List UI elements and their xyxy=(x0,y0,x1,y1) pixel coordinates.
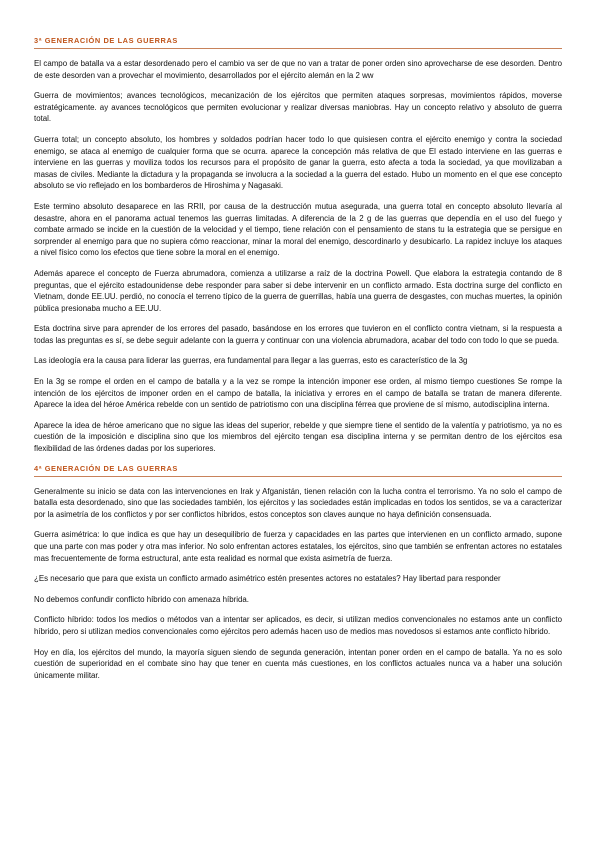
paragraph: Guerra de movimientos; avances tecnológicos, mecanización de los ejércitos que permiten ataques sorpresas, movimientos rápidos, moverse estratégicamente. ay avances tecnológicos que permiten evolucionar y realizar diversas maniobras. Hay un concepto relativo y absoluto de guerra total. xyxy=(34,91,562,124)
document-page xyxy=(34,36,562,690)
paragraph: ¿Es necesario que para que exista un conflicto armado asimétrico estén presentes actores no estatales? Hay libertad para responder xyxy=(34,574,501,584)
paragraph: Esta doctrina sirve para aprender de los errores del pasado, basándose en los errores que tuvieron en el conflicto contra vietnam, si la respuesta a todas las preguntas es sí, se debe seguir adelante con la guerra y continuar con una violencia abrumadora, acabar del todo con todo lo que se pueda. xyxy=(34,324,562,345)
paragraph: Conflicto híbrido: todos los medios o métodos van a intentar ser aplicados, es decir, si utilizan medios convencionales no estamos ante un conflicto híbrido, pero si utilizan medios convencionales como ejércitos pero además hacen uso de medios mas novedosos si estamos ante conflicto híbrido. xyxy=(34,615,562,636)
paragraph: En la 3g se rompe el orden en el campo de batalla y a la vez se rompe la intención imponer ese orden, al mismo tiempo cuestiones Se rompe la intención de los ejércitos de imponer orden en el campo de batalla, la iniciativa y errores en el campo de batalla se tratan de manera diferente. Aparece la idea del héroe América rebelde con un sentido de patriotismo con una disciplina férrea que proviene de sí mismo, autodisciplina interna. xyxy=(34,377,562,410)
paragraph: Este termino absoluto desaparece en las RRII, por causa de la destrucción mutua asegurada, una guerra total en concepto absoluto llevaría al desastre, ahora en el panorama actual tenemos las guerras limitadas. A diferencia de la 2 g de las guerras que dependía en el uso del fuego y combate armado se incide en la cuestión de la velocidad y el tiempo, tiene relación con el pensamiento de stans tu la estrategia que se persigue en sorprender al enemigo para que no supiera cómo reaccionar, minar la moral del enemigo, descordinarlo y desubicarlo. La rapidez incluye los ataques a nivel físico como los efectos que tiene sobre la moral en el enemigo. xyxy=(34,201,562,258)
section-heading: 3ª GENERACIÓN DE LAS GUERRAS xyxy=(34,36,562,49)
section-heading: 4ª GENERACIÓN DE LAS GUERRAS xyxy=(34,464,562,477)
paragraph: Guerra asimétrica: lo que indica es que hay un desequilibrio de fuerza y capacidades en las partes que intervienen en un conflicto armado, supone que una parte con mas poder y otra mas inferior. No solo enfrentan actores estatales, los ejércitos, sino que también se enfrentan actores no estatales mas frecuentemente de forma estructural, ante esta realidad es normal que exista asimetría de fuerza. xyxy=(34,530,562,563)
paragraph: Hoy en día, los ejércitos del mundo, la mayoría siguen siendo de segunda generación, intentan poner orden en el campo de batalla. Ya no es solo cuestión de superioridad en el combate sino hay que tener en cuenta más cuestiones, en los conflictos actuales nunca va a haber una solución únicamente militar. xyxy=(34,647,562,680)
paragraph: No debemos confundir conflicto híbrido con amenaza híbrida. xyxy=(34,594,249,604)
paragraph: El campo de batalla va a estar desordenado pero el cambio va ser de que no van a tratar de poner orden sino aprovecharse de ese desorden. Dentro de este desorden van a provechar el movimiento, desarrollados por el ejército alemán en la 2 ww xyxy=(34,59,562,80)
paragraph: Guerra total; un concepto absoluto, los hombres y soldados podrían hacer todo lo que quisiesen contra el ejército enemigo y contra la sociedad enemigo, se ataca al enemigo de cualquier forma que se ocurra. aparece la concepción más relativa de que El estado interviene en las guerras e interviene en las guerras y moviliza todos los recursos para el propósito de ganar la guerra, esto afecta a toda la sociedad, ya que movilizaban a masas de civiles. Mediante la dictadura y la propaganda se involucra a la sociedad a la guerra del estado. Hubo un momento en el que ese concepto absoluto se vio reflejado en los bombarderos de Hiroshima y Nagasaki. xyxy=(34,134,562,191)
paragraph: Aparece la idea de héroe americano que no sigue las ideas del superior, rebelde y que siempre tiene el sentido de la valentía y patriotismo, ya no es cuestión de la imposición e disciplina sino que los miembros del ejército tengan esa disciplina interna y se permitan dentro de los ejércitos esa flexibilidad de las órdenes dadas por los superiores. xyxy=(34,420,562,454)
paragraph: Las ideología era la causa para liderar las guerras, era fundamental para llegar a las guerras, esto es característico de la 3g xyxy=(34,356,468,366)
paragraph: Generalmente su inicio se data con las intervenciones en Irak y Afganistán, tienen relación con la lucha contra el terrorismo. Ya no solo el campo de batalla esta desordenado, sino que las sociedades también, los ejércitos y las sociedades están implicadas en todos los sentidos, se va a caracterizar por la asimetría de los conflictos y por ser conflictos híbridos, estos conceptos son claves aunque no haya definición consensuada. xyxy=(34,486,562,519)
paragraph: Además aparece el concepto de Fuerza abrumadora, comienza a utilizarse a raíz de la doctrina Powell. Que elabora la estrategia contando de 8 preguntas, que el ejército estadounidense debe responder para saber si debe intervenir en un conflicto armado. Esta doctrina surge del conflicto en Vietnam, donde EE.UU. perdió, no conocía el terreno típico de la guerra de guerrillas, había una guerra de desgastes, con muchas muertes, la opinión pública presionaba mucho a EE.UU. xyxy=(34,268,562,313)
